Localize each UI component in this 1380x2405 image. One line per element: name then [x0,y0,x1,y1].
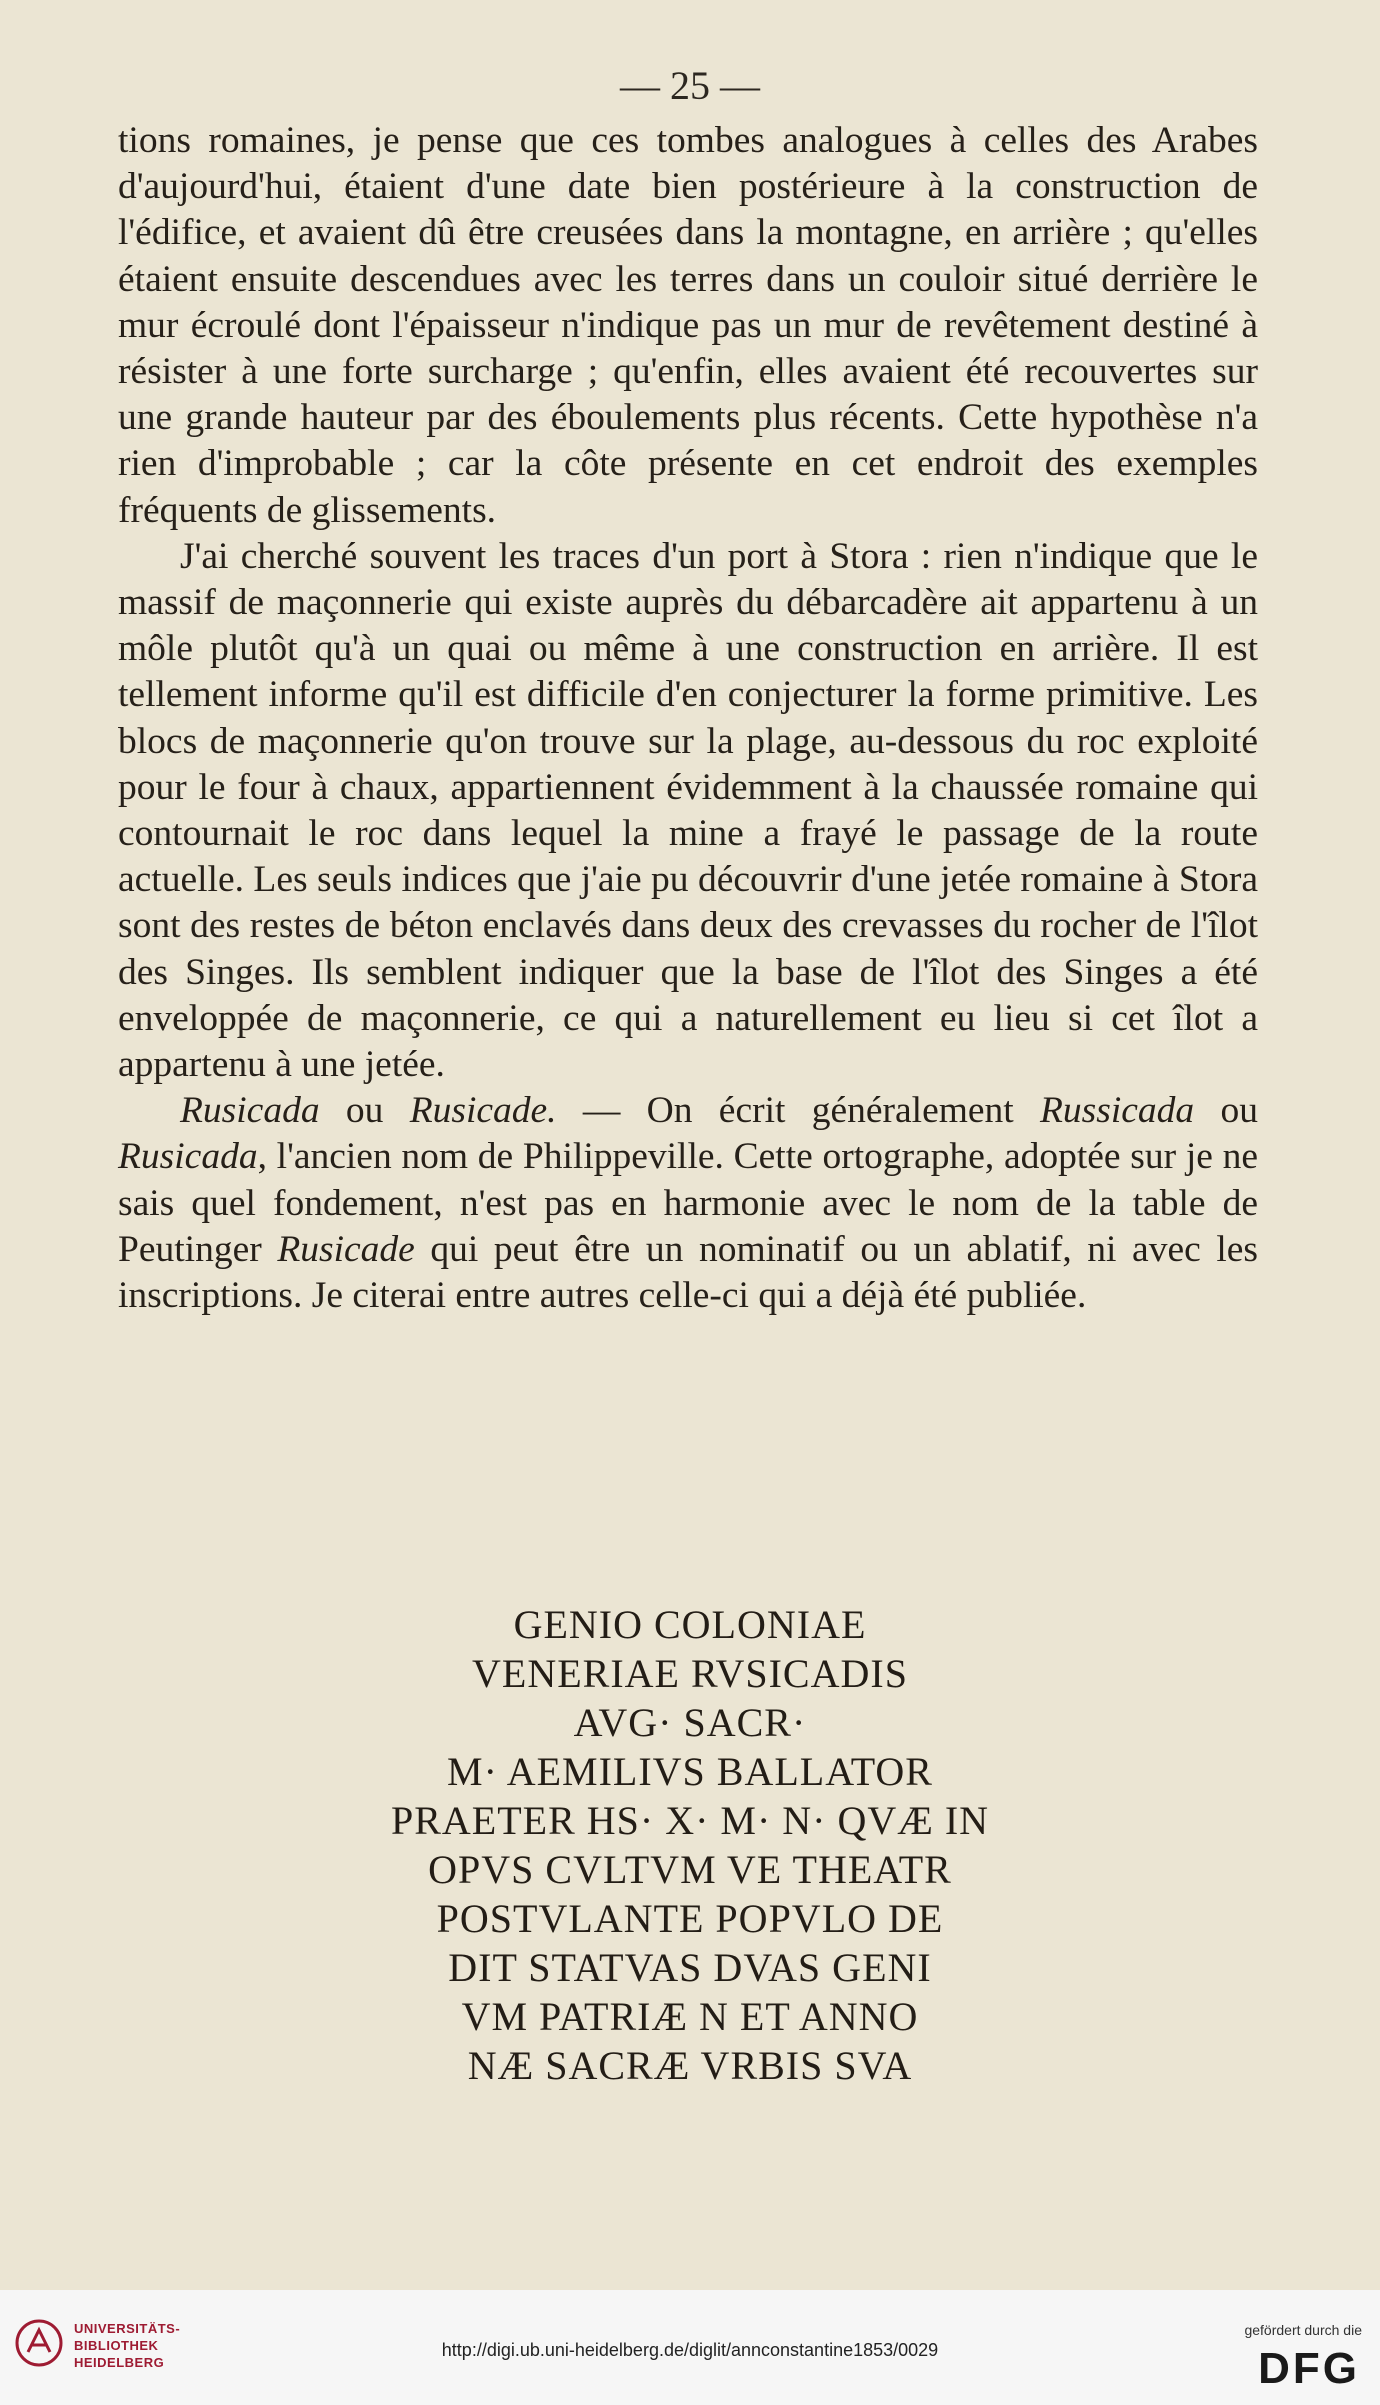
funded-by-label: gefördert durch die [1244,2322,1362,2338]
italic-term: Rusicade. [409,1090,557,1132]
inscription-line: M· AEMILIVS BALLATOR [447,1749,933,1794]
inscription-line: DIT STATVAS DVAS GENI [448,1945,932,1990]
permalink-url[interactable]: http://digi.ub.uni-heidelberg.de/diglit/annconstantine1853/0029 [441,2340,939,2360]
italic-term: Russicada [1040,1090,1195,1132]
italic-term: Rusicada [180,1090,320,1132]
library-name-line: BIBLIOTHEK [74,2338,159,2353]
library-name-line: HEIDELBERG [74,2355,165,2370]
text-run: ou [319,1090,410,1132]
inscription-line: VENERIAE RVSICADIS [472,1651,908,1696]
paragraph-3 [118,1088,1258,1319]
inscription-line: GENIO COLONIAE [513,1602,867,1647]
paragraph-2: J'ai cherché souvent les traces d'un port à Stora : rien n'indique que le massif de maçonnerie qui existe auprès du débarcadère ait appartenu à un môle plutôt qu'à un quai ou même à une construction en arrière. Il est tellement informe qu'il est difficile d'en conjecturer la forme primitive. Les blocs de maçonnerie qu'on trouve sur la plage, au-dessous du roc exploité pour le four à chaux, appartiennent évidemment à la chaussée romaine qui contournait le roc dans lequel la mine a frayé le passage de la route actuelle. Les seuls indices que j'aie pu découvrir d'une jetée romaine à Stora sont des restes de béton enclavés dans deux des crevasses du rocher de l'îlot des Singes. Ils semblent indiquer que la base de l'îlot des Singes a été enveloppée de maçonnerie, ce qui a naturellement eu lieu si cet îlot a appartenu à une jetée. [118,535,1258,1086]
inscription-line: AVG· SACR· [573,1700,807,1745]
inscription-block [0,1600,1380,2090]
body-text [118,118,1258,1319]
inscription-line: NÆ SACRÆ VRBIS SVA [467,2043,913,2088]
inscription-line: POSTVLANTE POPVLO DE [436,1896,944,1941]
text-run: , l'ancien nom de Philippeville. Cette ortographe, adoptée sur je ne sais quel fondement, n'est pas en harmonie avec le nom de la table de Peutinger [118,1136,1258,1270]
paragraph-1: tions romaines, je pense que ces tombes analogues à celles des Arabes d'aujourd'hui, étaient d'une date bien postérieure à la construction de l'édifice, et avaient dû être creusées dans la montagne, en arrière ; qu'elles étaient ensuite descendues avec les terres dans un couloir situé derrière le mur écroulé dont l'épaisseur n'indique pas un mur de revêtement destiné à résister à une forte surcharge ; qu'enfin, elles avaient été recouvertes sur une grande hauteur par des éboulements plus récents. Cette hypothèse n'a rien d'improbable ; car la côte présente en cet endroit des exemples fréquents de glissements. [118,120,1258,531]
italic-term: Rusicada [118,1136,258,1178]
italic-term: Rusicade [277,1228,415,1270]
inscription-line: OPVS CVLTVM VE THEATR [428,1847,952,1892]
dfg-logo: DFG [1258,2344,1360,2393]
text-run: ou [1194,1090,1258,1132]
inscription-line: VM PATRIÆ N ET ANNO [461,1994,919,2039]
page-number: — 25 — [620,63,760,108]
library-name-line: UNIVERSITÄTS- [74,2321,181,2336]
text-run: qui peut être un nominatif ou un ablatif, ni avec les inscriptions. Je citerai entre autres celle-ci qui a déjà été publiée. [118,1228,1258,1317]
inscription-line: PRAETER HS· X· M· N· QVÆ IN [390,1798,990,1843]
text-run: — On écrit généralement [556,1090,1041,1132]
